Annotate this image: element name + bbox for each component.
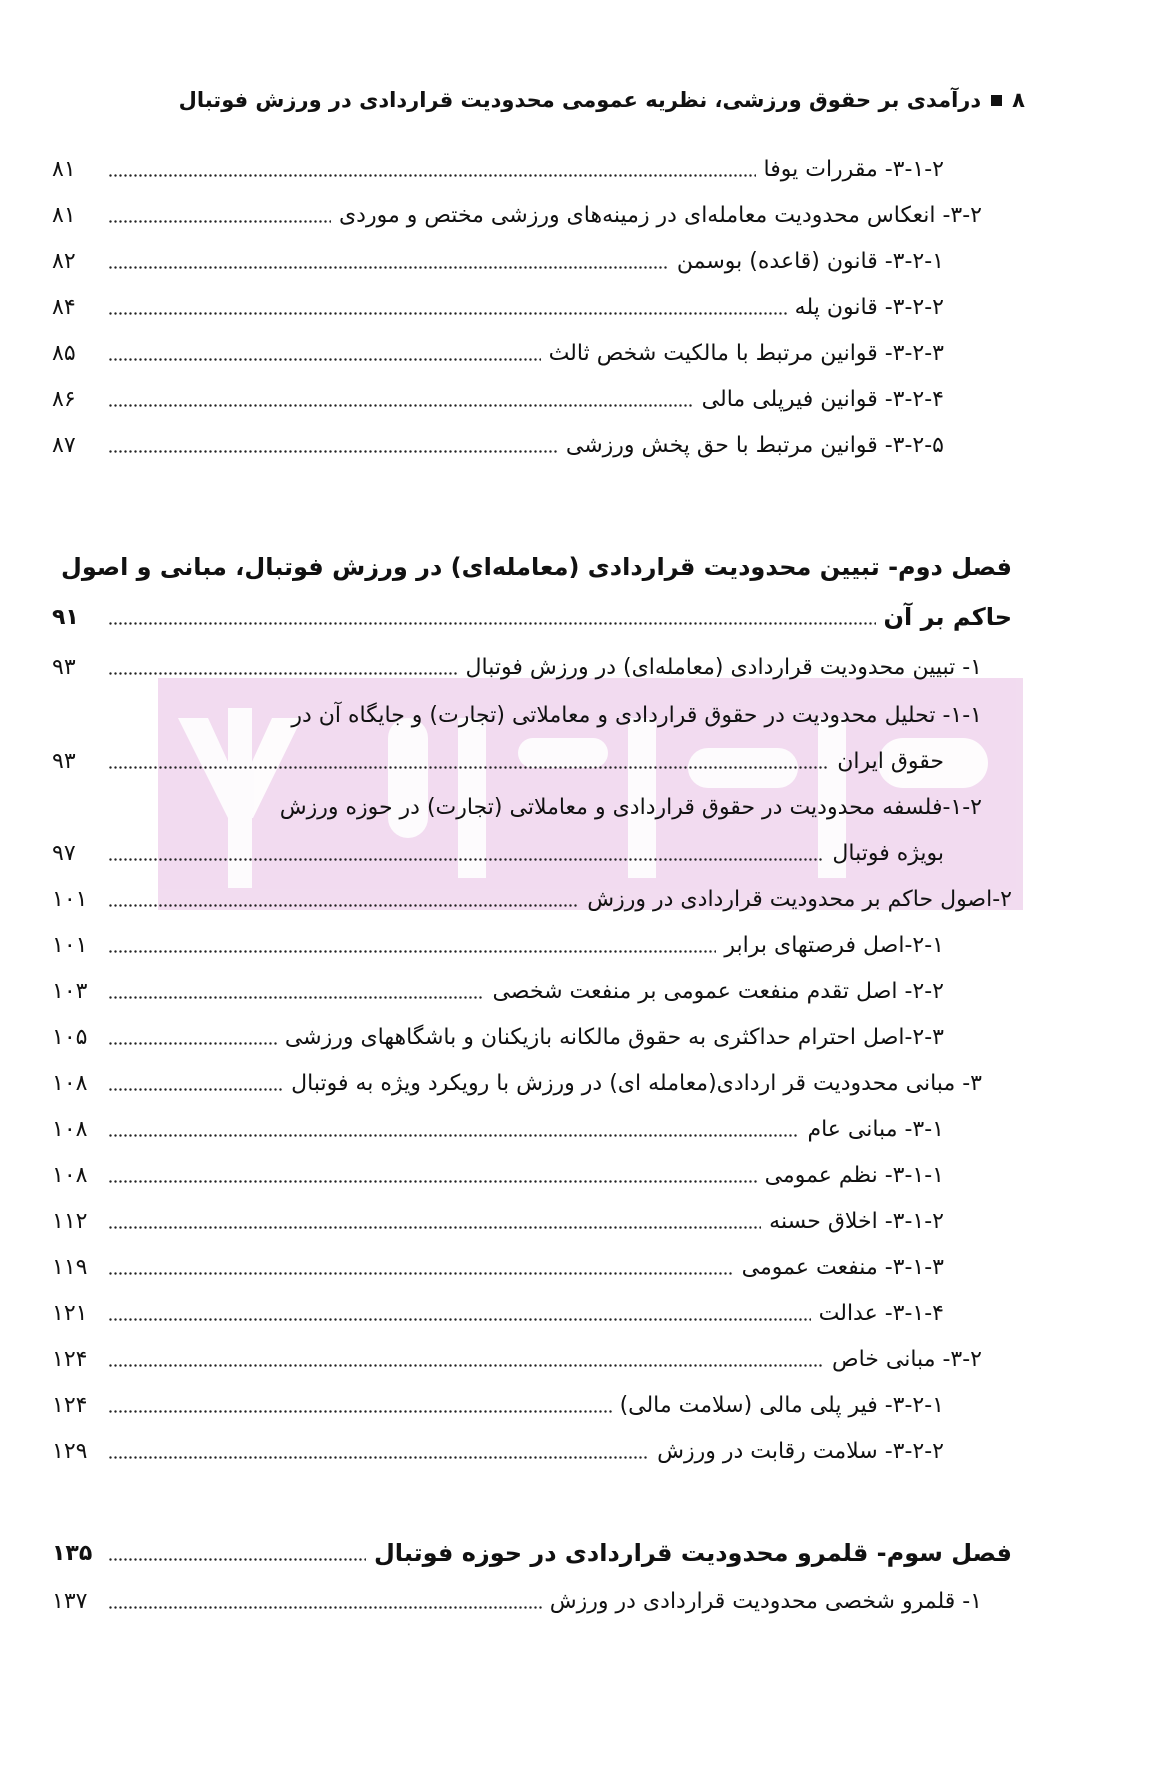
toc-entry-title: ۳-۲- انعکاس محدودیت معامله‌ای در زمینه‌های ورزشی مختص و موردی — [338, 202, 982, 228]
header-page-number: ۸ — [1012, 88, 1025, 112]
chapter-title: فصل سوم- قلمرو محدودیت قراردادی در حوزه فوتبال — [373, 1539, 1012, 1567]
toc-entry-wrapped[interactable] — [52, 692, 982, 738]
dot-leader — [108, 174, 756, 177]
toc-entry-title: ۳-۲-۲- سلامت رقابت در ورزش — [657, 1438, 944, 1464]
toc-entry-title: ۳-۲-۵- قوانین مرتبط با حق پخش ورزشی — [565, 432, 944, 458]
dot-leader — [108, 450, 558, 453]
dot-leader — [108, 1088, 283, 1091]
toc-entry-page: ۱۰۱ — [52, 932, 88, 958]
chapter-title-line2: حاکم بر آن — [883, 603, 1012, 631]
toc-entry-page: ۱۳۷ — [52, 1588, 88, 1614]
dot-leader — [108, 1134, 799, 1137]
toc-entry-page: ۱۰۸ — [52, 1162, 88, 1188]
dot-leader — [108, 1042, 277, 1045]
dot-leader — [108, 1558, 366, 1561]
toc-entry-title: ۳-۱- مبانی عام — [807, 1116, 944, 1142]
toc-entry[interactable] — [52, 1244, 944, 1290]
dot-leader — [108, 904, 579, 907]
dot-leader — [108, 1226, 761, 1229]
toc-entry-page: ۱۱۲ — [52, 1208, 88, 1234]
toc-entry[interactable] — [52, 146, 944, 192]
toc-entry-page: ۹۳ — [52, 654, 76, 680]
toc-entry[interactable] — [52, 1428, 944, 1474]
toc-entry-title: ۳-۲-۱- قانون (قاعده) بوسمن — [676, 248, 944, 274]
dot-leader — [108, 1456, 649, 1459]
toc-entry-page: ۸۶ — [52, 386, 76, 412]
toc-entry-title: ۲-۲- اصل تقدم منفعت عمومی بر منفعت شخصی — [492, 978, 944, 1004]
toc-entry[interactable] — [52, 1382, 944, 1428]
toc-entry-page: ۱۲۴ — [52, 1346, 88, 1372]
chapter-heading-end[interactable] — [52, 594, 1012, 640]
toc-entry-wrapped-end[interactable] — [52, 830, 944, 876]
toc-entry[interactable] — [52, 644, 982, 690]
toc-entry[interactable] — [52, 1014, 944, 1060]
toc-entry-title: ۳-۲- مبانی خاص — [832, 1346, 982, 1372]
toc-entry-title: ۳-۲-۲- قانون پله — [794, 294, 944, 320]
toc-entry-wrapped[interactable] — [52, 784, 982, 830]
toc-entry-wrapped-end[interactable] — [52, 738, 944, 784]
toc-entry[interactable] — [52, 1060, 982, 1106]
dot-leader — [108, 404, 694, 407]
toc-entry[interactable] — [52, 376, 944, 422]
toc-entry-title: ۳-۲-۴- قوانین فیرپلی مالی — [701, 386, 944, 412]
running-header — [125, 88, 1025, 112]
toc-entry-title: ۲-۱-اصل فرصتهای برابر — [724, 932, 944, 958]
dot-leader — [108, 266, 669, 269]
chapter-page: ۹۱ — [52, 604, 79, 630]
dot-leader — [108, 950, 716, 953]
toc-entry-title: ۳-۱-۲- مقررات یوفا — [763, 156, 944, 182]
toc-entry-page: ۸۲ — [52, 248, 76, 274]
toc-entry-page: ۹۳ — [52, 748, 76, 774]
toc-entry-page: ۱۱۹ — [52, 1254, 88, 1280]
toc-entry[interactable] — [52, 876, 1012, 922]
dot-leader — [108, 1272, 734, 1275]
toc-entry-title-line1: ۱-۲-فلسفه محدودیت در حقوق قراردادی و معاملاتی (تجارت) در حوزه ورزش — [279, 794, 982, 820]
dot-leader — [108, 312, 787, 315]
toc-entry-page: ۱۰۸ — [52, 1070, 88, 1096]
toc-entry[interactable] — [52, 422, 944, 468]
toc-entry-title: ۱- قلمرو شخصی محدودیت قراردادی در ورزش — [549, 1588, 982, 1614]
toc-entry[interactable] — [52, 1290, 944, 1336]
toc-entry-title: ۳-۱-۴- عدالت — [818, 1300, 944, 1326]
toc-entry-page: ۱۲۱ — [52, 1300, 88, 1326]
dot-leader — [108, 622, 876, 625]
toc-entry-page: ۸۴ — [52, 294, 76, 320]
toc-entry[interactable] — [52, 1152, 944, 1198]
toc-entry[interactable] — [52, 238, 944, 284]
dot-leader — [108, 672, 458, 675]
toc-entry-title: ۳-۱-۱- نظم عمومی — [764, 1162, 944, 1188]
toc-entry-page: ۱۲۴ — [52, 1392, 88, 1418]
dot-leader — [108, 220, 331, 223]
toc-entry-title-line2: بویژه فوتبال — [832, 840, 944, 866]
toc-entry-page: ۱۰۳ — [52, 978, 88, 1004]
toc-entry-title: ۳-۲-۱- فیر پلی مالی (سلامت مالی) — [619, 1392, 944, 1418]
toc-entry-title: ۲-۳-اصل احترام حداکثری به حقوق مالکانه بازیکنان و باشگاههای ورزشی — [284, 1024, 944, 1050]
toc-entry-title: ۳-۲-۳- قوانین مرتبط با مالکیت شخص ثالث — [548, 340, 944, 366]
toc-entry[interactable] — [52, 1578, 982, 1624]
dot-leader — [108, 1364, 824, 1367]
toc-entry-title: ۳- مبانی محدودیت قر اردادی(معامله ای) در ورزش با رویکرد ویژه به فوتبال — [291, 1070, 982, 1096]
toc-entry-page: ۱۰۵ — [52, 1024, 88, 1050]
toc-entry[interactable] — [52, 284, 944, 330]
toc-entry-title: ۲-اصول حاکم بر محدودیت قراردادی در ورزش — [587, 886, 1012, 912]
dot-leader — [108, 766, 829, 769]
toc-entry[interactable] — [52, 1336, 982, 1382]
toc-entry-page: ۱۲۹ — [52, 1438, 88, 1464]
toc-entry-title-line2: حقوق ایران — [837, 748, 944, 774]
toc-entry[interactable] — [52, 192, 982, 238]
toc-entry-page: ۸۱ — [52, 156, 76, 182]
dot-leader — [108, 858, 824, 861]
toc-entry-page: ۹۷ — [52, 840, 76, 866]
toc-entry-title: ۳-۱-۲- اخلاق حسنه — [769, 1208, 944, 1234]
square-bullet-icon — [991, 95, 1002, 106]
toc-entry-page: ۸۷ — [52, 432, 76, 458]
toc-entry-page: ۸۵ — [52, 340, 76, 366]
dot-leader — [108, 1410, 612, 1413]
toc-entry-title: ۱- تبیین محدودیت قراردادی (معامله‌ای) در ورزش فوتبال — [465, 654, 982, 680]
dot-leader — [108, 996, 484, 999]
toc-entry[interactable] — [52, 1106, 944, 1152]
toc-entry[interactable] — [52, 330, 944, 376]
toc-entry-page: ۸۱ — [52, 202, 76, 228]
chapter-page: ۱۳۵ — [52, 1540, 93, 1566]
toc-entry-page: ۱۰۱ — [52, 886, 88, 912]
dot-leader — [108, 1180, 757, 1183]
chapter-heading[interactable] — [52, 544, 1012, 590]
toc-entry[interactable] — [52, 968, 944, 1014]
chapter-title-line1: فصل دوم- تبیین محدودیت قراردادی (معامله‌ای) در ورزش فوتبال، مبانی و اصول — [61, 553, 1012, 581]
chapter-heading[interactable] — [52, 1530, 1012, 1576]
dot-leader — [108, 1606, 542, 1609]
dot-leader — [108, 1318, 811, 1321]
toc-entry-title: ۳-۱-۳- منفعت عمومی — [741, 1254, 944, 1280]
toc-entry[interactable] — [52, 922, 944, 968]
toc-entry-page: ۱۰۸ — [52, 1116, 88, 1142]
header-title: درآمدی بر حقوق ورزشی، نظریه عمومی محدودیت قراردادی در ورزش فوتبال — [178, 88, 982, 112]
toc-entry[interactable] — [52, 1198, 944, 1244]
toc-entry-title-line1: ۱-۱- تحلیل محدودیت در حقوق قراردادی و معاملاتی (تجارت) و جایگاه آن در — [291, 702, 982, 728]
dot-leader — [108, 358, 541, 361]
